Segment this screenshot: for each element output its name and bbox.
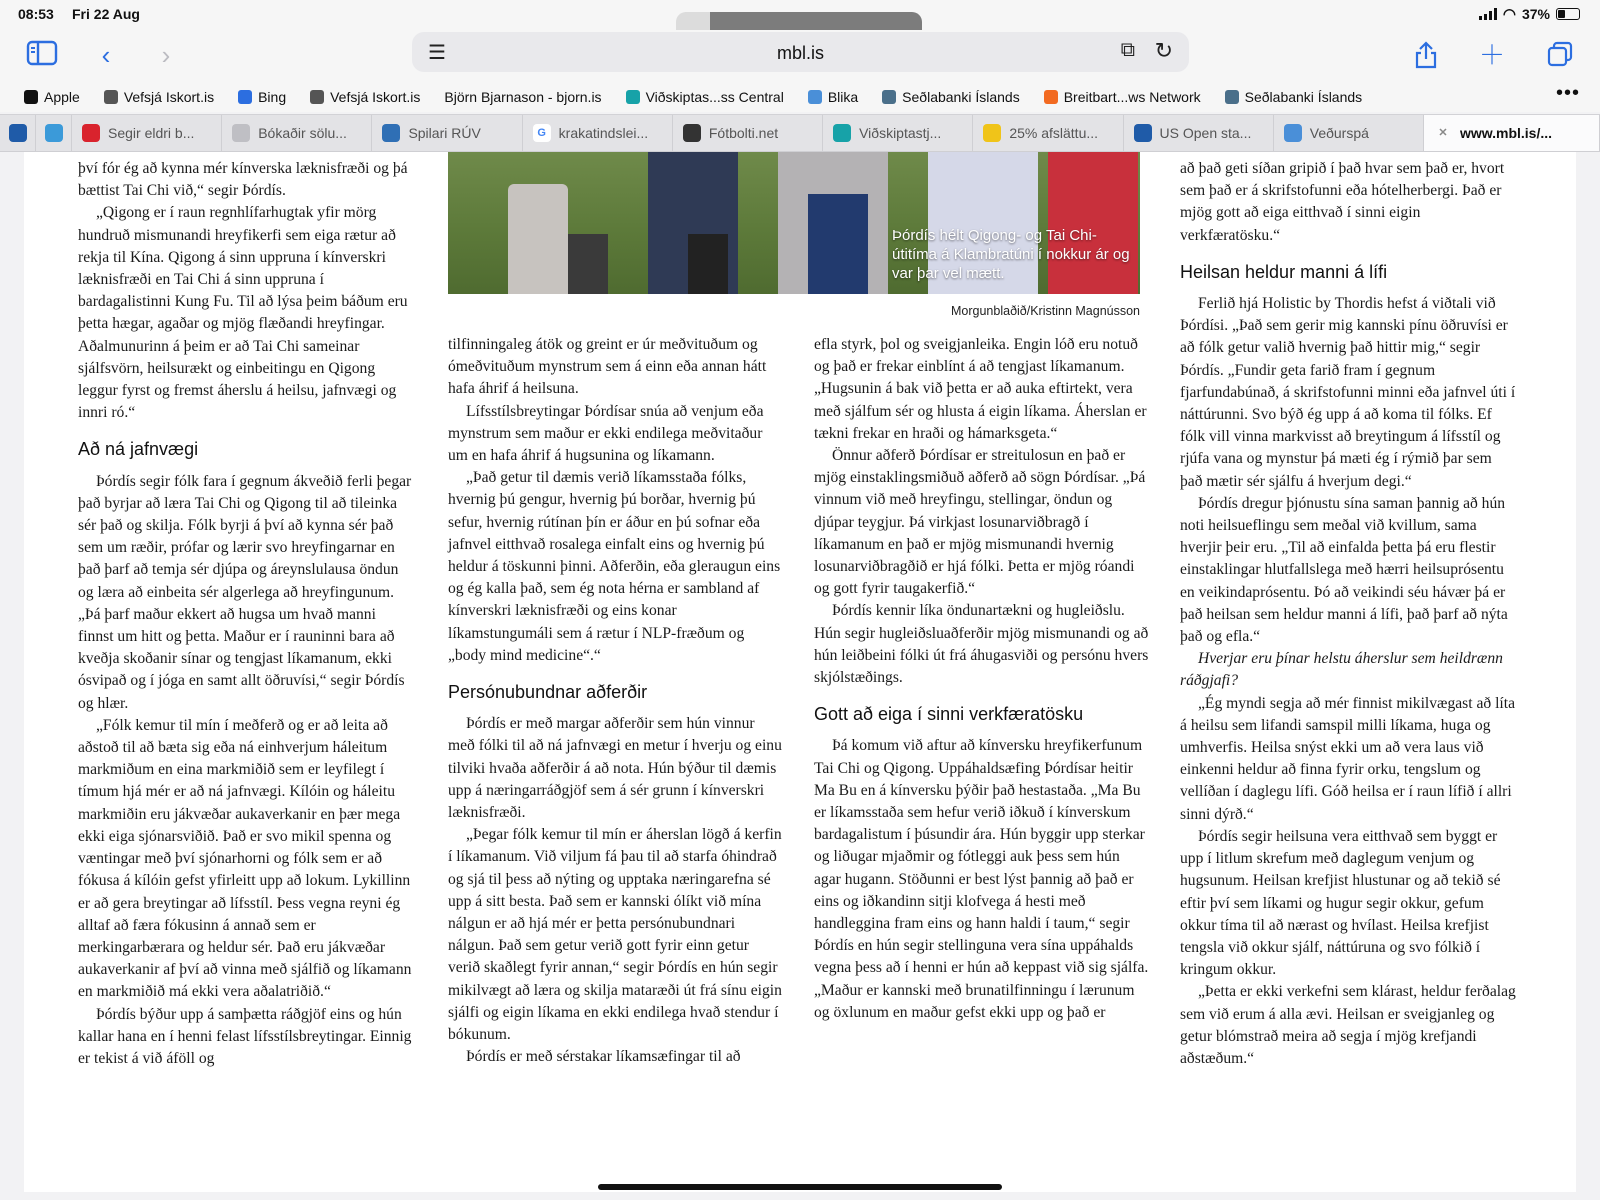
battery-fill — [1558, 10, 1565, 18]
bookmark-label: Seðlabanki Íslands — [1244, 89, 1363, 105]
section-heading: Að ná jafnvægi — [78, 439, 199, 460]
dv-icon — [82, 124, 100, 142]
new-tab-icon[interactable]: ＋ — [1478, 40, 1505, 70]
tab-overview-icon[interactable] — [1542, 40, 1578, 74]
status-right — [1479, 5, 1580, 23]
tab-label: Viðskiptastj... — [859, 125, 942, 141]
browser-tab[interactable] — [222, 115, 372, 151]
back-icon[interactable]: ‹ — [101, 40, 111, 70]
tab-label: 25% afslättu... — [1009, 125, 1099, 141]
bookmark-label: Viðskiptas...ss Central — [645, 89, 784, 105]
bookmark-item[interactable] — [104, 89, 214, 105]
bookmark-label: Apple — [44, 89, 80, 105]
w-icon — [232, 124, 250, 142]
bookmark-item[interactable] — [626, 89, 784, 105]
vr-icon — [45, 124, 63, 142]
browser-toolbar — [0, 30, 1600, 82]
battery-percent: 37% — [1521, 6, 1550, 22]
photo-figure — [808, 194, 868, 294]
fotbolti-icon — [683, 124, 701, 142]
paragraph: „Þegar fólk kemur til mín er áherslan lögð á kerfin í líkamanum. Við viljum fá þau til að starfa óhindrað og sjá til þess að nýting og upptaka næringarefna sé upp á sitt besta. Það sem er kannski ólíkt við mína nálgun er að hjá mér er þetta persónubundnari nálgun. Það sem getur verið gott fyrir einn getur verið skaðlegt fyrir annan,“ segir Þórdís en hún segir mikilvægt að læra og skilja mataræði út frá sínu eigin sjálfi og eigin líkama en ekki endilega hvað stendur í bókunum. — [448, 826, 782, 1044]
tab-label: krakatindslei... — [558, 125, 649, 141]
globe-icon — [104, 90, 118, 104]
article-page — [24, 152, 1576, 1192]
paragraph: því fór ég að kynna mér kínverska læknisfræði og þá bættist Tai Chi við,“ segir Þórdís. — [78, 160, 408, 200]
tab-bar — [0, 114, 1600, 152]
bookmark-label: Vefsjá Iskort.is — [123, 89, 215, 105]
blika-icon — [1284, 124, 1302, 142]
apple-icon — [24, 90, 38, 104]
coin-icon — [983, 124, 1001, 142]
paragraph: efla styrk, þol og sveigjanleika. Engin lóð eru notuð og það er frekar einblínt á að tengjast líkamanum. „Hugsunin á bak við þetta er að auka eftirtekt, vera með sjálfum sér og hlusta á eigin líkama. Áherslan er tækni frekar en hraði og hámarksgeta.“ — [814, 336, 1147, 442]
page-menu-icon[interactable]: ☰ — [428, 42, 446, 64]
tab-label: Spilari RÚV — [408, 125, 481, 141]
home-indicator[interactable] — [598, 1184, 1002, 1190]
browser-tab[interactable] — [36, 115, 72, 151]
bookmark-label: Blika — [827, 89, 859, 105]
tab-label: Fótbolti.net — [708, 125, 779, 141]
breitbart-icon — [1044, 90, 1058, 104]
mbl-icon — [9, 124, 27, 142]
article-photo — [448, 152, 1140, 294]
browser-tab[interactable] — [1274, 115, 1424, 151]
search-icon — [238, 90, 252, 104]
bank-icon — [1225, 90, 1239, 104]
tab-label: Bókaðir sölu... — [258, 125, 347, 141]
browser-tab[interactable] — [1424, 115, 1600, 151]
address-bar[interactable] — [412, 32, 1189, 72]
paragraph: Lífsstílsbreytingar Þórdísar snúa að venjum eða mynstrum sem maður er ekki endilega meðvitaður um en hafa áhrif á hugsunina og líkamann. — [448, 402, 764, 465]
article-column-3 — [814, 334, 1150, 1024]
tab-label: Segir eldri b... — [108, 125, 195, 141]
bookmark-item[interactable] — [1044, 89, 1201, 105]
browser-tab[interactable] — [72, 115, 222, 151]
browser-tab[interactable] — [1124, 115, 1274, 151]
paragraph: Ferlið hjá Holistic by Thordis hefst á viðtali við Þórdísi. „Það sem gerir mig kannski pínu öðruvísi er að fólk getur valið hvernig það hittir mig,“ segir Þórdís. „Fundir geta farið fram í gegnum fjarfundabúnað, á skrifstofunni minni eða jafnvel úti í náttúrunni. Svo býð ég upp á að koma til fólks. Ef fólk vill vinna markvisst að breytingum á lífsstíl og rjúfa vana og mynstur þá mæti ég í rýmið þar sem það mætir sér sjálfu á hverjum degi.“ — [1180, 295, 1516, 490]
sidebar-toggle-icon[interactable] — [24, 40, 60, 72]
paragraph: „Þetta er ekki verkefni sem klárast, heldur ferðalag sem við erum á alla ævi. Heilsan er sveigjanleg og getur blómstrað meira að segja í mjög krefjandi aðstæðum.“ — [1180, 983, 1516, 1067]
status-date: Fri 22 Aug — [72, 6, 140, 22]
bookmark-item[interactable] — [1225, 89, 1363, 105]
bank-icon — [882, 90, 896, 104]
wifi-icon: ◠ — [1502, 6, 1516, 23]
tab-label: www.mbl.is/... — [1459, 125, 1553, 141]
paragraph: Þórdís býður upp á samþætta ráðgjöf eins og hún kallar hana en í henni felast lífsstílsbreytingar. Einnig er tekist á við áföll og — [78, 1005, 412, 1067]
article-column-1 — [78, 158, 414, 1070]
ruv-icon — [382, 124, 400, 142]
globe-icon — [310, 90, 324, 104]
paragraph: Þórdís er með margar aðferðir sem hún vinnur með fólki til að ná jafnvægi en metur í hverju og einu tilviki hvaða aðferðir á að nota. Hún býður til dæmis upp á næringarráðgjöf sem á sér grunn í kínverskri læknisfræði. — [448, 715, 782, 822]
bookmark-item[interactable] — [882, 89, 1020, 105]
bookmark-item[interactable] — [238, 89, 286, 105]
mbl-icon — [1134, 124, 1152, 142]
paragraph: að það geti síðan gripið í það hvar sem það er, hvort sem það er á skrifstofunni eða hótelherbergi. Það er mjög gott að eiga eitthvað í sinni eigin verkfæratösku.“ — [1180, 160, 1505, 244]
bookmark-label: Breitbart...ws Network — [1063, 89, 1201, 105]
browser-tab[interactable] — [523, 115, 673, 151]
battery-icon — [1556, 8, 1580, 20]
bookmark-label: Seðlabanki Íslands — [902, 89, 1020, 105]
paragraph: „Það getur til dæmis verið líkamsstaða fólks, hvernig þú gengur, hvernig þú borðar, hvernig þú sefur, hvernig rútínan þín er áður en þú sofnar eða jafnvel eitthvað rosalega einfalt eins og hvernig þú heldur á töskunni þinni. Aðferðin, eða gleraugun eins og ég kalla það, sem ég nota hérna er sambland af kínverskri læknisfræði og eins konar líkamstungumáli sem á rætur í NLP-fræðum og „body mind medicine“.“ — [448, 469, 781, 664]
browser-tab[interactable] — [372, 115, 522, 151]
paragraph: Þórdís segir heilsuna vera eitthvað sem byggt er upp í litlum skrefum með daglegum venjum og hugsunum. Heilsan krefjist hlustunar og að tekið sé eftir því sem líkami og hugur segir okkur, gefum okkur tíma til að nærast og hvílast. Heilsa krefjist tengsla við okkur sjálf, náttúruna og svo fólkið í kringum okkur. — [1180, 827, 1501, 979]
paragraph: Þórdís er með sérstakar líkamsæfingar til að — [466, 1048, 741, 1066]
photo-figure — [688, 234, 728, 294]
bookmark-label: Björn Bjarnason - bjorn.is — [444, 89, 602, 105]
paragraph: „Fólk kemur til mín í meðferð og er að leita að aðstoð til að bæta sig eða ná einhverjum háleitum markmiðum en eina markmiðið sem er leyfilegt í tímum hjá mér er að ná jafnvægi. Kílóin og háleitu markmiðin eru jákvæðar aukaverkanir en þær mega ekki eiga sjónarsviðið. Það er svo mikil spenna og væntingar með því sjónarhorni og fólk sem er að fókusa á kílóin gefst yfirleitt upp að lokum. Lykillinn er að gera breytingar að lífsstíl. Þess vegna reyni ég alltaf að færa fókusinn á annað sem er merkingarbærara og heldur sér. Það eru jákvæðar aukaverkanir af því að vinna með sjálfið og líkamann en markmiðið má ekki vera aðalatriðið.“ — [78, 716, 412, 1001]
status-time: 08:53 — [18, 6, 54, 22]
reload-icon[interactable]: ↻ — [1154, 38, 1173, 63]
paragraph: Þá komum við aftur að kínversku hreyfikerfunum Tai Chi og Qigong. Uppáhaldsæfing Þórdísar heitir Ma Bu en á kínversku þýðir það hestastaða. „Ma Bu er líkamsstaða sem hefur verið iðkuð í kínverskum bardagalistum í þúsundir ára. Hún byggir upp sterkar og liðugar mjaðmir og fótleggi auk þess sem hún agar hugann. Stöðunni er best lýst þannig að það er eins og iðkandinn sitji klofvega á hesti með handleggina fram eins og hann haldi í taum,“ segir Þórdís en hún segir stellinguna vera sína uppáhalds vegna þess að í henni er hún að keppast við sig sjálfa. „Maður er kannski með brunatilfinningu í lærunum og öxlunum en maður gefst ekki upp og það er — [814, 737, 1149, 1021]
paragraph: Önnur aðferð Þórdísar er streitulosun en það er mjög einstaklingsmiðuð aðferð að sögn Þórdísar. „Þá vinnum við með hreyfingu, stellingar, öndun og djúpar teygjur. Þá virkjast losunarviðbragð í líkamanum en það er mjög mismunandi hvernig losunarviðbragðið er hjá fólki. Þetta er mjög róandi og gott fyrir taugakerfið.“ — [814, 447, 1146, 598]
bookmark-label: Bing — [258, 89, 287, 105]
browser-tab[interactable] — [823, 115, 973, 151]
bookmarks-bar — [0, 82, 1600, 112]
article-column-2 — [448, 334, 784, 1069]
browser-tab[interactable] — [673, 115, 823, 151]
blika-icon — [808, 90, 822, 104]
tab-label: Veðurspá — [1309, 125, 1369, 141]
photo-credit: Morgunblaðið/Kristinn Magnússon — [951, 304, 1140, 318]
section-heading: Heilsan heldur manni á lífi — [1180, 261, 1388, 282]
more-icon[interactable]: ••• — [1555, 82, 1580, 104]
interview-question: Hverjar eru þínar helstu áherslur sem heildrænn ráðgjafi? — [1180, 650, 1503, 690]
paragraph: Þórdís kennir líka öndunartækni og hugleiðslu. Hún segir hugleiðsluaðferðir mjög mismunandi og að hún leiðbeini fólki út frá áhugasviði og persónu hvers skjólstæðings. — [814, 602, 1149, 687]
vb-icon — [833, 124, 851, 142]
photo-figure — [568, 234, 608, 294]
photo-figure — [508, 184, 568, 294]
vb-icon — [626, 90, 640, 104]
google-icon: G — [533, 124, 551, 142]
paragraph: tilfinningaleg átök og greint er úr meðvituðum og ómeðvituðum mynstrum sem á einn eða annan hátt hafa áhrif á heilsuna. — [448, 336, 767, 398]
paragraph: Þórdís dregur þjónustu sína saman þannig að hún noti heilsueflingu sem meðal við kvillum, sama hverjir þeir eru. „Til að einfalda þetta þá eru flestir einstaklingar hlutfallslega með hærri heilsuprósentu en veikindaprósentu. Þó að veikindi séu hávær þá er það heilsan sem heldur manni á lífi, það þarf að nýta það og efla.“ — [1180, 494, 1508, 646]
forward-icon[interactable]: › — [161, 40, 171, 70]
extensions-icon[interactable]: ⧉ — [1120, 39, 1135, 61]
article-column-4 — [1180, 158, 1518, 1070]
photo-caption: Þórdís hélt Qigong- og Tai Chi-útitíma á Klambratúni í nokkur ár og var þar vel mætt. — [892, 227, 1130, 282]
bookmark-item[interactable] — [310, 89, 420, 105]
cellular-signal-icon — [1479, 8, 1497, 20]
paragraph: „Ég myndi segja að mér finnist mikilvægast að líta á heilsu sem lifandi samspil milli líkama, huga og umhverfis. Heilsa snýst ekki um að vera laus við einkenni heldur að finna fyrir orku, tengslum og vellíðan í daglegu lífi. Góð heilsa er í raun lífið í allri sinni dýrð.“ — [1180, 694, 1516, 823]
section-heading: Persónubundnar aðferðir — [448, 682, 648, 703]
share-icon[interactable] — [1408, 40, 1444, 76]
paragraph: „Qigong er í raun regnhlífarhugtak yfir mörg hundruð mismunandi hreyfikerfi sem eiga rætur að rekja til Kína. Qigong á sinn uppruna í kínverskri læknisfræði en Tai Chi á sinn uppruna í bardagalistinni Kung Fu. Til að lýsa þeim báðum eru þetta hægar, agaðar og mjög flæðandi hreyfingar. Aðalmunurinn á þeim er að Tai Chi sameinar sjálfsvörn, heilsurækt og einbeitingu en Qigong leggur fyrst og fremst áherslu á heilsu, jafnvægi og innri ró.“ — [78, 204, 408, 422]
bookmark-label: Vefsjá Iskort.is — [330, 89, 421, 105]
paragraph: Þórdís segir fólk fara í gegnum ákveðið ferli þegar það byrjar að læra Tai Chi og Qigong til að tileinka sér það og skilja. Fólk byrji á því að kynna sér það sem um ræðir, prófar og lærir svo hreyfingarnar en það þarf að temja sér djúpa og áreynslulausa öndun og læra að einbeita sér algerlega að hreyfingunum. „Þá þarf maður ekkert að hugsa um hvað manni finnst um hitt og þetta. Maður er í rauninni bara að kveðja skoðanir sínar og tengjast líkamanum, ekki ósvipað og í jóga en samt allt öðruvísi,“ segir Þórdís og hlær. — [78, 472, 412, 712]
section-heading: Gott að eiga í sinni verkfæratösku — [814, 704, 1084, 725]
bookmark-item[interactable] — [808, 89, 858, 105]
close-icon[interactable]: ✕ — [1438, 127, 1448, 139]
bookmark-item[interactable] — [444, 89, 601, 105]
browser-tab[interactable] — [0, 115, 36, 151]
bookmark-item[interactable] — [24, 89, 80, 105]
browser-tab[interactable] — [973, 115, 1123, 151]
tab-label: US Open sta... — [1159, 125, 1252, 141]
address-url[interactable]: mbl.is — [776, 43, 824, 63]
